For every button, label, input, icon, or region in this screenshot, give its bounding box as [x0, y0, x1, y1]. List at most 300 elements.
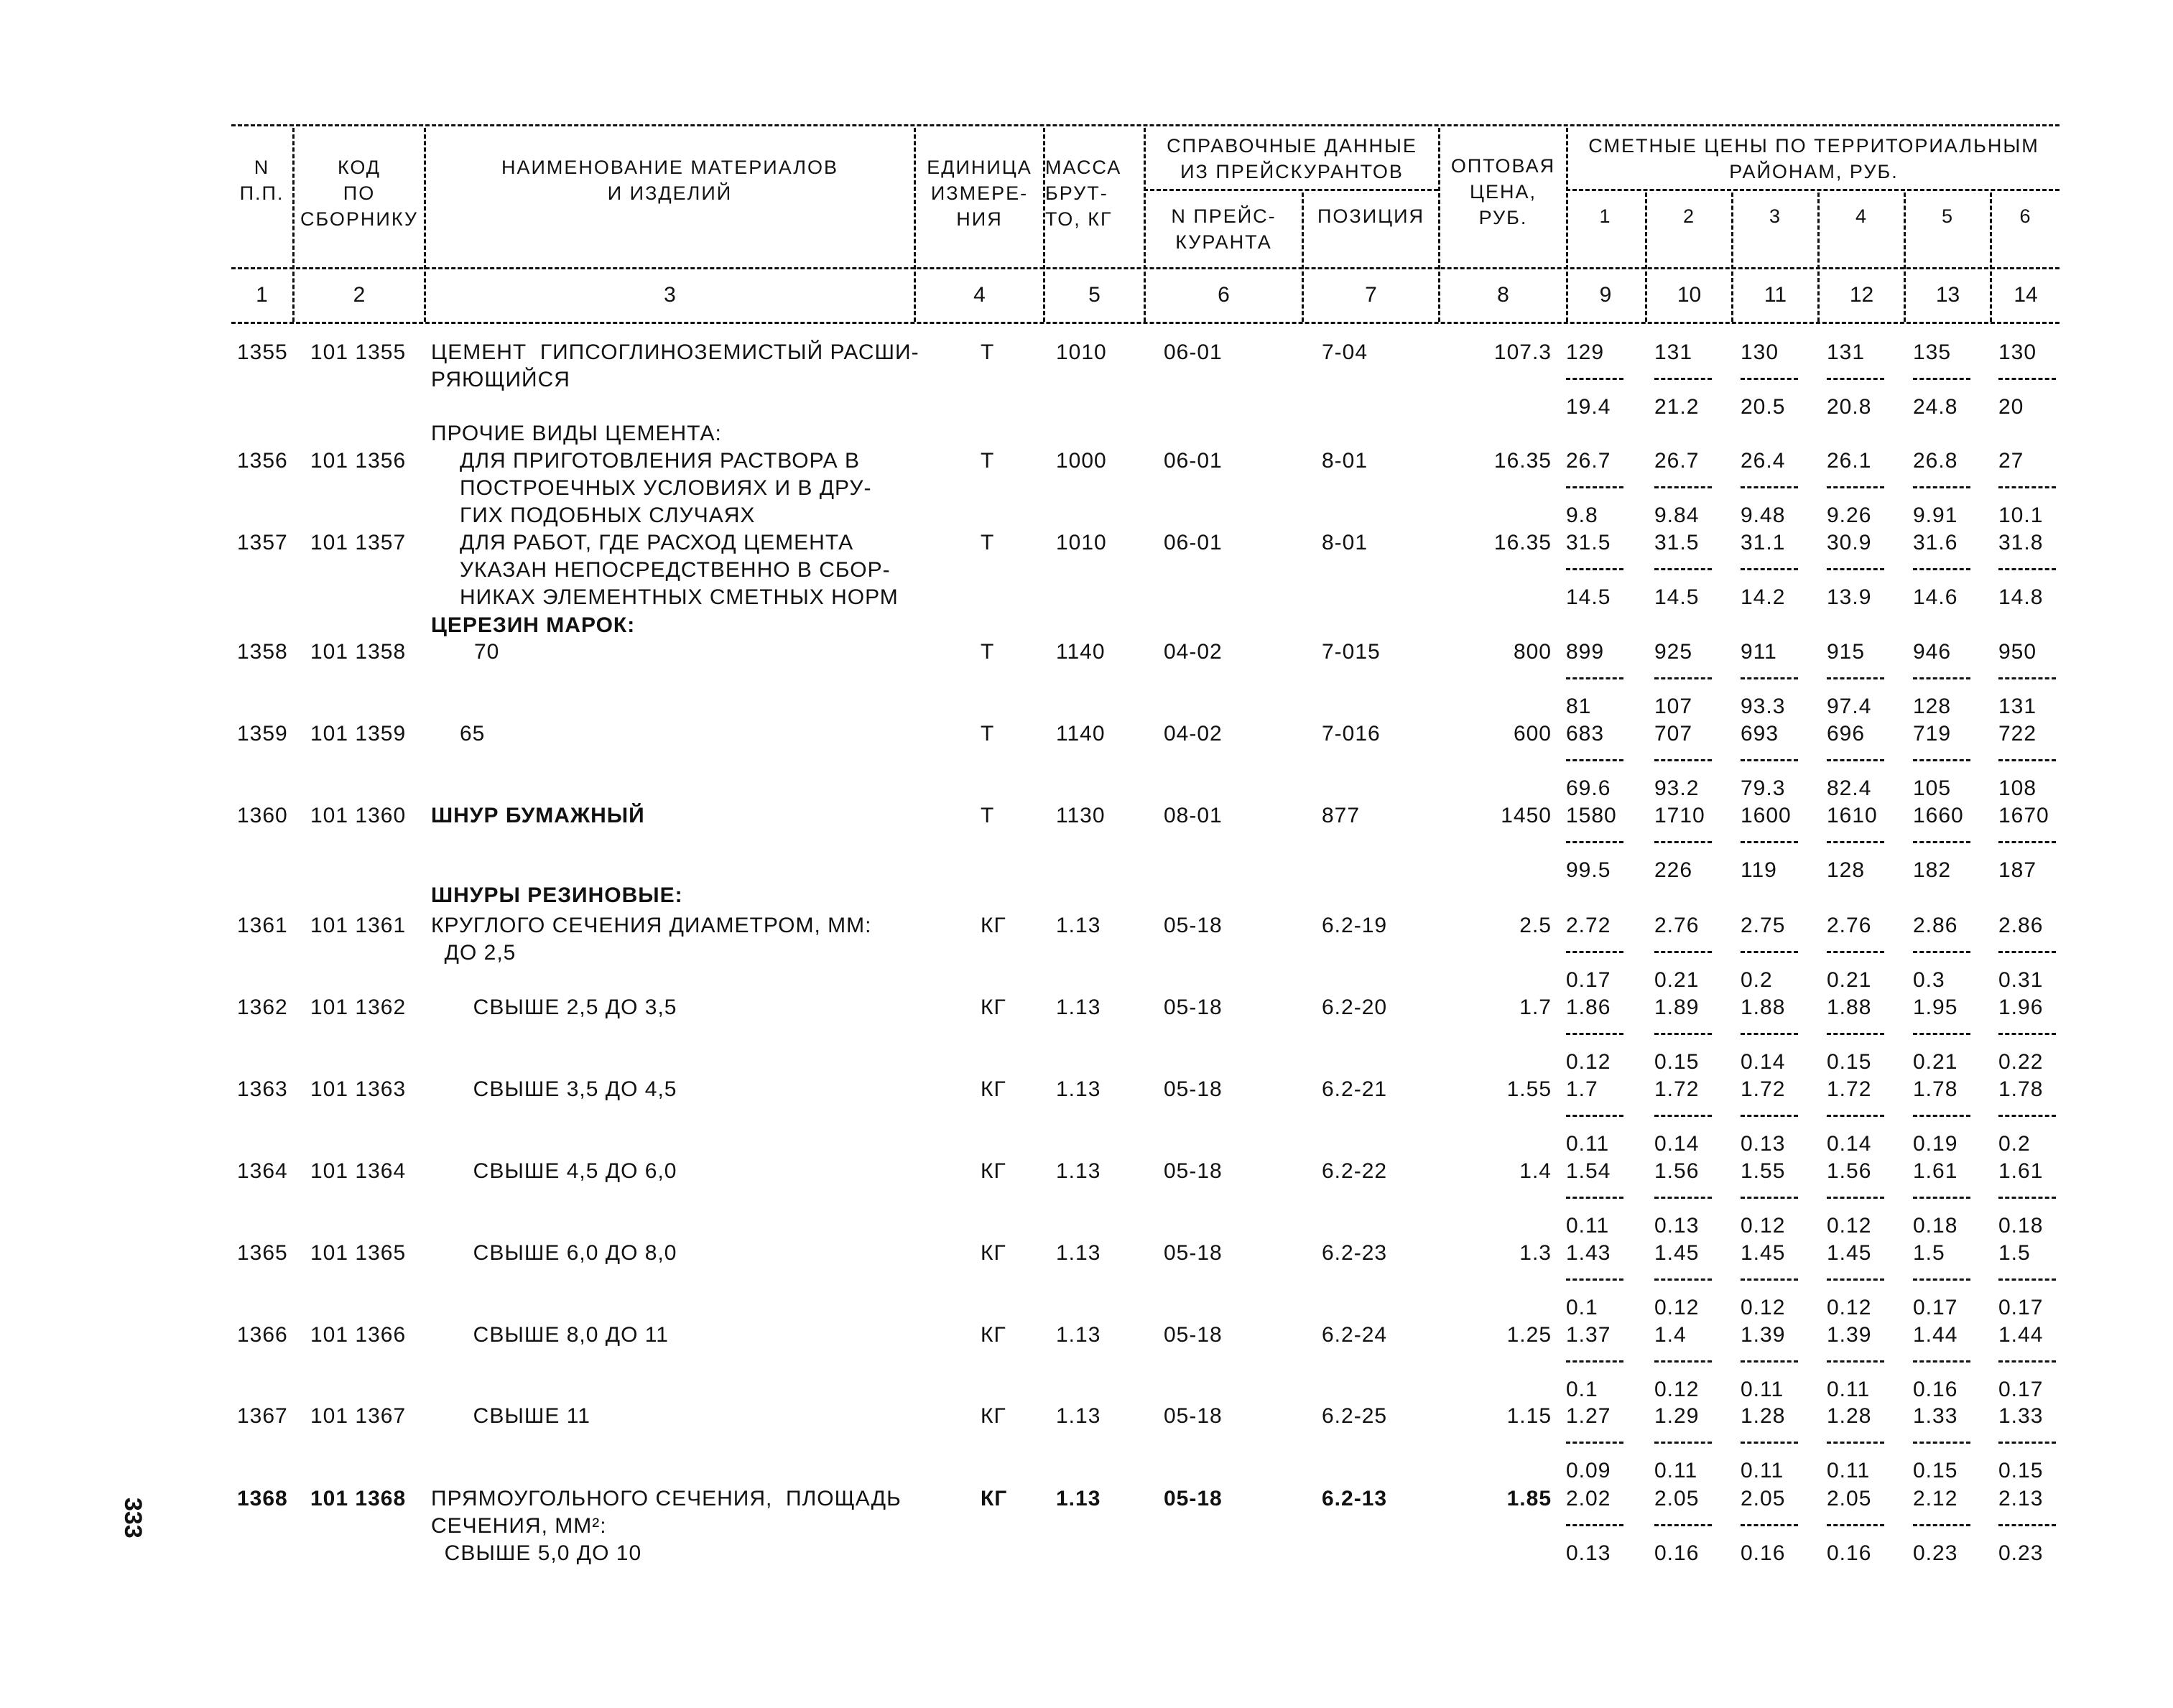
fraction-bar [1998, 666, 2085, 693]
region-price [1566, 802, 1652, 884]
row-number: 1355 [237, 340, 288, 364]
region-price [1998, 447, 2085, 529]
row-mass: 1140 [1056, 640, 1106, 664]
region-price [1913, 1403, 1999, 1485]
row-code: 101 1356 [310, 449, 407, 473]
row-mass: 1010 [1056, 531, 1107, 554]
fraction-bar [1827, 1021, 1913, 1049]
row-position: 6.2-21 [1322, 1077, 1388, 1101]
region-price-transport: 0.31 [1998, 968, 2044, 992]
row-pricelist: 05-18 [1164, 1241, 1223, 1265]
fraction-bar [1654, 475, 1741, 502]
region-price-main: 26.8 [1913, 449, 1958, 473]
fraction-bar [1566, 1267, 1652, 1294]
region-price [1998, 1240, 2085, 1322]
region-price [1827, 994, 1913, 1076]
fraction-bar [1566, 557, 1652, 584]
region-price-main: 911 [1741, 640, 1777, 664]
region-price-main: 26.7 [1566, 449, 1611, 473]
region-price-main: 722 [1998, 722, 2037, 746]
region-price-main: 1.78 [1913, 1077, 1958, 1101]
row-wholesale-price: 600 [1513, 722, 1552, 746]
region-price-main: 131 [1654, 340, 1693, 364]
region-price [1998, 1076, 2085, 1158]
region-price-transport: 0.18 [1998, 1214, 2044, 1238]
fraction-bar [1566, 1021, 1652, 1049]
fraction-bar [1654, 1185, 1741, 1212]
fraction-bar [1654, 557, 1741, 584]
fraction-bar [1998, 475, 2085, 502]
region-price [1566, 912, 1652, 994]
header-n: N П.П. [239, 157, 284, 204]
fraction-bar [1566, 1513, 1652, 1540]
region-price-main: 1.56 [1827, 1159, 1872, 1183]
column-number: 6 [1218, 283, 1230, 307]
row-code: 101 1364 [310, 1159, 407, 1183]
row-unit: Т [981, 640, 995, 664]
fraction-bar [1654, 1103, 1741, 1131]
region-price-main: 1.55 [1741, 1159, 1786, 1183]
region-price-main: 1.72 [1654, 1077, 1700, 1101]
fraction-bar [1741, 830, 1827, 857]
row-unit: КГ [981, 995, 1006, 1019]
fraction-bar [1654, 366, 1741, 394]
region-price-main: 2.76 [1827, 914, 1872, 937]
row-mass: 1.13 [1056, 914, 1101, 937]
region-price [1566, 1158, 1652, 1240]
column-number: 14 [2014, 283, 2038, 307]
region-price [1827, 1240, 1913, 1322]
region-price-main: 1.5 [1913, 1241, 1945, 1265]
region-price [1827, 912, 1913, 994]
region-price [1654, 1158, 1741, 1240]
row-name: СВЫШЕ 3,5 ДО 4,5 [460, 1077, 677, 1101]
region-price-main: 31.5 [1654, 531, 1700, 554]
region-price-main: 1.33 [1913, 1404, 1958, 1428]
region-price [1654, 1240, 1741, 1322]
region-price [1566, 1240, 1652, 1322]
region-price-main: 1580 [1566, 804, 1617, 827]
fraction-bar [1566, 939, 1652, 967]
region-price [1998, 639, 2085, 720]
fraction-bar [1998, 748, 2085, 775]
region-price-transport: 0.11 [1566, 1132, 1610, 1156]
region-price [1913, 912, 1999, 994]
region-price-transport: 0.15 [1913, 1459, 1958, 1482]
region-price-transport: 0.12 [1654, 1378, 1700, 1401]
region-price-transport: 105 [1913, 776, 1952, 800]
region-price [1654, 994, 1741, 1076]
fraction-bar [1827, 366, 1913, 394]
region-price-transport: 20.5 [1741, 395, 1786, 419]
row-number: 1364 [237, 1159, 288, 1183]
region-price [1913, 339, 1999, 421]
fraction-bar [1654, 1267, 1741, 1294]
region-price [1827, 1076, 1913, 1158]
region-price [1566, 447, 1652, 529]
fraction-bar [1654, 666, 1741, 693]
fraction-bar [1998, 557, 2085, 584]
region-price [1913, 994, 1999, 1076]
row-pricelist: 05-18 [1164, 1077, 1223, 1101]
region-price-transport: 93.3 [1741, 695, 1786, 718]
row-code: 101 1357 [310, 531, 407, 554]
page-number: 333 [119, 1498, 147, 1538]
fraction-bar [1998, 1103, 2085, 1131]
fraction-bar [1654, 939, 1741, 967]
fraction-bar [1654, 1349, 1741, 1376]
row-pricelist: 06-01 [1164, 531, 1223, 554]
row-wholesale-price: 2.5 [1519, 914, 1552, 937]
region-price-transport: 0.1 [1566, 1378, 1598, 1401]
fraction-bar [1827, 1513, 1913, 1540]
region-price [1741, 1322, 1827, 1403]
region-price-main: 1.5 [1998, 1241, 2031, 1265]
header-code: КОД ПО СБОРНИКУ [300, 157, 418, 230]
row-pricelist: 06-01 [1164, 449, 1223, 473]
region-price-transport: 14.2 [1741, 585, 1786, 609]
region-price-transport: 0.21 [1913, 1050, 1958, 1074]
region-price-main: 1.7 [1566, 1077, 1598, 1101]
region-price [1741, 639, 1827, 720]
header-mass: МАССА БРУТ- ТО, КГ [1045, 157, 1122, 230]
row-mass: 1.13 [1056, 1404, 1101, 1428]
region-price-main: 946 [1913, 640, 1952, 664]
region-price [1913, 447, 1999, 529]
region-price [1654, 912, 1741, 994]
region-price [1654, 339, 1741, 421]
row-position: 6.2-19 [1322, 914, 1388, 937]
fraction-bar [1827, 1267, 1913, 1294]
fraction-bar [1741, 1349, 1827, 1376]
region-num: 5 [1941, 205, 1955, 227]
fraction-bar [1827, 1103, 1913, 1131]
region-price [1827, 1485, 1913, 1567]
column-number: 2 [353, 283, 366, 307]
region-price-transport: 0.17 [1998, 1378, 2044, 1401]
row-pricelist: 04-02 [1164, 640, 1223, 664]
row-pricelist: 05-18 [1164, 1487, 1223, 1510]
region-price-transport: 0.22 [1998, 1050, 2044, 1074]
row-unit: Т [981, 531, 995, 554]
row-name: СВЫШЕ 8,0 ДО 11 [460, 1323, 669, 1347]
region-price-transport: 128 [1913, 695, 1952, 718]
region-price-transport: 0.15 [1998, 1459, 2044, 1482]
region-price-transport: 0.23 [1998, 1541, 2044, 1565]
row-wholesale-price: 16.35 [1493, 449, 1552, 473]
column-number: 10 [1677, 283, 1702, 307]
region-price-transport: 14.5 [1566, 585, 1611, 609]
header-regions: СМЕТНЫЕ ЦЕНЫ ПО ТЕРРИТОРИАЛЬНЫМ РАЙОНАМ, РУБ. [1588, 135, 2039, 182]
row-wholesale-price: 1.25 [1506, 1323, 1552, 1347]
row-name: ШНУР БУМАЖНЫЙ [431, 804, 645, 827]
region-price-main: 1710 [1654, 804, 1705, 827]
region-price-main: 130 [1741, 340, 1779, 364]
column-number: 3 [664, 283, 676, 307]
fraction-bar [1998, 1185, 2085, 1212]
fraction-bar [1741, 939, 1827, 967]
row-number: 1362 [237, 995, 288, 1019]
region-price-main: 719 [1913, 722, 1952, 746]
fraction-bar [1566, 475, 1652, 502]
region-num: 1 [1599, 205, 1612, 227]
region-price-main: 31.1 [1741, 531, 1786, 554]
region-price-main: 1.27 [1566, 1404, 1611, 1428]
row-unit: КГ [981, 1241, 1006, 1265]
fraction-bar [1741, 366, 1827, 394]
region-price-transport: 0.21 [1654, 968, 1700, 992]
region-price-main: 1.39 [1827, 1323, 1872, 1347]
region-price-main: 1.54 [1566, 1159, 1611, 1183]
region-price [1998, 912, 2085, 994]
row-name: ДЛЯ ПРИГОТОВЛЕНИЯ РАСТВОРА В ПОСТРОЕЧНЫХ УСЛОВИЯХ И В ДРУ- ГИХ ПОДОБНЫХ СЛУЧАЯХ [460, 449, 872, 527]
region-price-transport: 0.11 [1827, 1378, 1871, 1401]
row-mass: 1.13 [1056, 1487, 1101, 1510]
region-price [1998, 529, 2085, 611]
region-price [1913, 1240, 1999, 1322]
row-position: 7-016 [1322, 722, 1381, 746]
region-price [1741, 1240, 1827, 1322]
region-price-main: 2.72 [1566, 914, 1611, 937]
region-price-transport: 20.8 [1827, 395, 1872, 419]
row-code: 101 1361 [310, 914, 407, 937]
fraction-bar [1654, 1430, 1741, 1457]
row-number: 1360 [237, 804, 288, 827]
region-price-transport: 0.11 [1741, 1459, 1784, 1482]
fraction-bar [1913, 1021, 1999, 1049]
row-unit: КГ [981, 914, 1006, 937]
fraction-bar [1741, 475, 1827, 502]
region-price-transport: 14.5 [1654, 585, 1700, 609]
region-price-transport: 0.09 [1566, 1459, 1611, 1482]
region-price-transport: 119 [1741, 858, 1777, 882]
region-price-transport: 10.1 [1998, 503, 2044, 527]
region-price-main: 1.28 [1741, 1404, 1786, 1428]
region-price-main: 1.28 [1827, 1404, 1872, 1428]
row-position: 7-015 [1322, 640, 1381, 664]
row-code: 101 1358 [310, 640, 407, 664]
fraction-bar [1827, 475, 1913, 502]
region-price-transport: 0.23 [1913, 1541, 1958, 1565]
region-price-main: 1.72 [1741, 1077, 1786, 1101]
region-price-transport: 0.12 [1827, 1296, 1872, 1319]
region-price [1654, 802, 1741, 884]
region-price-transport: 0.15 [1827, 1050, 1872, 1074]
region-price-transport: 9.8 [1566, 503, 1598, 527]
row-name: СВЫШЕ 11 [460, 1404, 590, 1428]
region-price-main: 1.88 [1827, 995, 1872, 1019]
fraction-bar [1913, 475, 1999, 502]
region-price-main: 683 [1566, 722, 1605, 746]
region-price-transport: 187 [1998, 858, 2037, 882]
fraction-bar [1827, 666, 1913, 693]
region-price-transport: 0.11 [1566, 1214, 1610, 1238]
region-price-transport: 79.3 [1741, 776, 1786, 800]
row-mass: 1010 [1056, 340, 1107, 364]
region-price-transport: 0.17 [1998, 1296, 2044, 1319]
region-price-transport: 226 [1654, 858, 1693, 882]
row-position: 7-04 [1322, 340, 1368, 364]
fraction-bar [1913, 557, 1999, 584]
section-heading: ШНУРЫ РЕЗИНОВЫЕ: [431, 883, 683, 907]
region-price-main: 707 [1654, 722, 1693, 746]
fraction-bar [1741, 557, 1827, 584]
region-price-main: 925 [1654, 640, 1693, 664]
region-num: 6 [2019, 205, 2032, 227]
region-price-transport: 14.8 [1998, 585, 2044, 609]
row-number: 1368 [237, 1487, 288, 1510]
region-price-transport: 0.19 [1913, 1132, 1958, 1156]
row-pricelist: 05-18 [1164, 1404, 1223, 1428]
region-price-main: 1.43 [1566, 1241, 1611, 1265]
region-price [1741, 912, 1827, 994]
row-code: 101 1367 [310, 1404, 407, 1428]
row-mass: 1000 [1056, 449, 1107, 473]
region-price-transport: 20 [1998, 395, 2024, 419]
region-price-transport: 0.16 [1827, 1541, 1872, 1565]
row-position: 8-01 [1322, 531, 1368, 554]
region-price-transport: 0.18 [1913, 1214, 1958, 1238]
region-price-main: 2.05 [1654, 1487, 1700, 1510]
region-price-main: 1.78 [1998, 1077, 2044, 1101]
row-mass: 1.13 [1056, 1159, 1101, 1183]
row-name: ЦЕМЕНТ ГИПСОГЛИНОЗЕМИСТЫЙ РАСШИ- РЯЮЩИЙСЯ [431, 340, 919, 391]
column-number: 9 [1599, 283, 1612, 307]
region-price [1741, 339, 1827, 421]
region-price [1998, 1158, 2085, 1240]
region-price [1566, 339, 1652, 421]
region-price [1741, 529, 1827, 611]
row-position: 6.2-24 [1322, 1323, 1388, 1347]
fraction-bar [1827, 830, 1913, 857]
region-price [1566, 1485, 1652, 1567]
row-unit: КГ [981, 1487, 1008, 1510]
region-price-transport: 107 [1654, 695, 1693, 718]
region-price [1913, 802, 1999, 884]
row-name: 65 [460, 722, 486, 746]
region-price-main: 1.33 [1998, 1404, 2044, 1428]
row-mass: 1.13 [1056, 1077, 1101, 1101]
region-price [1654, 1403, 1741, 1485]
region-num: 3 [1769, 205, 1782, 227]
row-number: 1366 [237, 1323, 288, 1347]
column-number: 1 [256, 283, 268, 307]
region-price-transport: 9.84 [1654, 503, 1700, 527]
region-price-main: 1.95 [1913, 995, 1958, 1019]
row-code: 101 1360 [310, 804, 407, 827]
row-mass: 1140 [1056, 722, 1106, 746]
region-price [1827, 1322, 1913, 1403]
fraction-bar [1827, 939, 1913, 967]
region-price [1741, 802, 1827, 884]
region-price [1741, 1076, 1827, 1158]
row-number: 1356 [237, 449, 288, 473]
region-price-transport: 19.4 [1566, 395, 1611, 419]
fraction-bar [1654, 1021, 1741, 1049]
row-code: 101 1365 [310, 1241, 407, 1265]
region-price-main: 2.02 [1566, 1487, 1611, 1510]
region-price-transport: 182 [1913, 858, 1952, 882]
region-price-transport: 99.5 [1566, 858, 1611, 882]
region-price-main: 2.13 [1998, 1487, 2044, 1510]
fraction-bar [1998, 830, 2085, 857]
fraction-bar [1566, 366, 1652, 394]
row-mass: 1.13 [1056, 1241, 1101, 1265]
row-position: 877 [1322, 804, 1361, 827]
row-wholesale-price: 1.7 [1519, 995, 1552, 1019]
region-price [1566, 1322, 1652, 1403]
region-num: 4 [1855, 205, 1868, 227]
region-price-main: 1670 [1998, 804, 2049, 827]
region-price-transport: 14.6 [1913, 585, 1958, 609]
fraction-bar [1913, 1349, 1999, 1376]
column-number: 8 [1497, 283, 1509, 307]
column-number: 13 [1935, 283, 1960, 307]
region-price-transport: 9.48 [1741, 503, 1786, 527]
header-ref-pos: ПОЗИЦИЯ [1317, 205, 1424, 227]
row-name: ПРЯМОУГОЛЬНОГО СЕЧЕНИЯ, ПЛОЩАДЬ СЕЧЕНИЯ, ММ²: СВЫШЕ 5,0 ДО 10 [431, 1487, 902, 1565]
region-price-transport: 24.8 [1913, 395, 1958, 419]
region-price-main: 2.05 [1741, 1487, 1786, 1510]
row-code: 101 1355 [310, 340, 407, 364]
region-price-main: 2.75 [1741, 914, 1786, 937]
region-price-transport: 0.12 [1827, 1214, 1872, 1238]
fraction-bar [1913, 666, 1999, 693]
region-price [1827, 1158, 1913, 1240]
region-price-transport: 108 [1998, 776, 2037, 800]
region-price-transport: 9.26 [1827, 503, 1872, 527]
region-price-main: 1.29 [1654, 1404, 1700, 1428]
row-unit: КГ [981, 1159, 1006, 1183]
region-price [1654, 1485, 1741, 1567]
region-price [1654, 529, 1741, 611]
region-price [1827, 802, 1913, 884]
region-price [1827, 447, 1913, 529]
region-price [1913, 1076, 1999, 1158]
row-wholesale-price: 800 [1513, 640, 1552, 664]
region-price-main: 27 [1998, 449, 2024, 473]
column-number: 4 [973, 283, 986, 307]
fraction-bar [1566, 1349, 1652, 1376]
region-price-main: 1.61 [1998, 1159, 2044, 1183]
region-price [1566, 994, 1652, 1076]
region-price-main: 2.86 [1913, 914, 1958, 937]
fraction-bar [1998, 1513, 2085, 1540]
row-name: 70 [474, 640, 500, 664]
row-wholesale-price: 1.55 [1506, 1077, 1552, 1101]
region-price-transport: 0.11 [1654, 1459, 1698, 1482]
region-price-main: 135 [1913, 340, 1952, 364]
row-unit: КГ [981, 1077, 1006, 1101]
region-price [1654, 639, 1741, 720]
row-pricelist: 05-18 [1164, 914, 1223, 937]
row-pricelist: 06-01 [1164, 340, 1223, 364]
region-price [1566, 720, 1652, 802]
region-price [1913, 639, 1999, 720]
region-price-transport: 0.14 [1741, 1050, 1786, 1074]
fraction-bar [1654, 1513, 1741, 1540]
region-price-transport: 97.4 [1827, 695, 1872, 718]
region-num: 2 [1682, 205, 1696, 227]
row-number: 1365 [237, 1241, 288, 1265]
region-price-transport: 0.13 [1566, 1541, 1611, 1565]
region-price [1913, 720, 1999, 802]
region-price-transport: 0.21 [1827, 968, 1872, 992]
region-price-transport: 0.12 [1741, 1296, 1786, 1319]
column-number: 12 [1849, 283, 1874, 307]
region-price-main: 1.86 [1566, 995, 1611, 1019]
fraction-bar [1654, 830, 1741, 857]
